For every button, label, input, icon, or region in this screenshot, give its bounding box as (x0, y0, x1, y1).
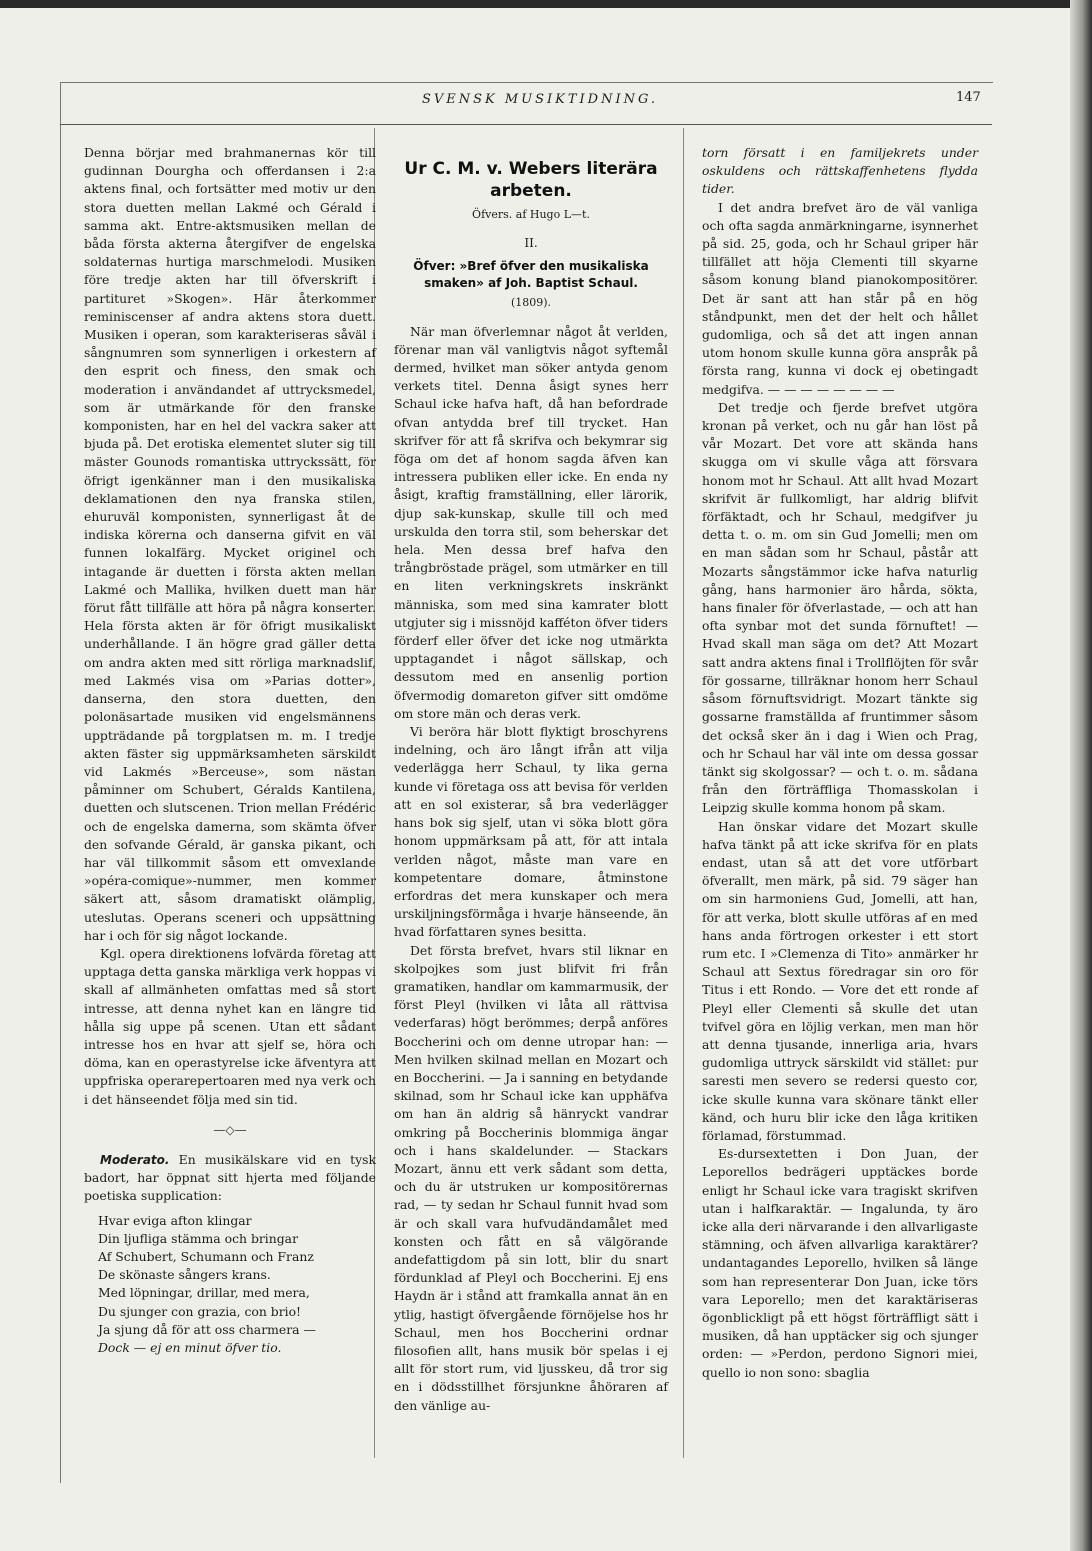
column-left (84, 144, 376, 1357)
column-right (702, 144, 978, 1382)
poem-line: Hvar eviga afton klingar (98, 1212, 252, 1228)
lakme-review-paragraph-1: Denna börjar med brahmanernas kör till gudinnan Dourgha och offerdansen i 2:a aktens final, och fortsätter med motiv ur den stora duetten mellan Lakmé och Gérald i samma akt. Entre-aktsmusiken mellan de båda första akterna återgifver de engelska soldaternas hurtiga marschmelodi. Musiken före tredje akten har till öfverskrift i partituret »Skogen». Här återkommer reminiscenser af andra aktens stora duett. Musiken i operan, som karakteriseras såväl i sångnumren som synnerligen i orkestern af den esprit och finess, den smak och moderation i användandet af uttrycksmedel, som är utmärkande för den franske komponisten, har en hel del vackra saker att bjuda på. Det erotiska elementet sluter sig till mäster Gounods romantiska uttryckssätt, för öfrigt igenkänner man i den musikaliska deklamationen den nya franska stilen, ehuruväl komponisten, synnerligast åt de indiska körerna och danserna gifvit en väl funnen lokalfärg. Mycket originel och intagande är duetten i första akten mellan Lakmé och Mallika, hvilken duett man här förut fått tillfälle att höra på några konserter. Hela första akten är för öfrigt musikaliskt underhållande. I än högre grad gäller detta om andra akten med sitt rörliga marknadslif, med Lakmés visa om »Parias dotter», danserna, den stora duetten, den polonäsartade musiken vid engelsmännens uppträdande på torgplatsen m. m. I tredje akten fäster sig uppmärksamheten särskildt vid Lakmés »Berceuse», som nästan påminner om Schubert, Géralds Kantilena, duetten och slutscenen. Trion mellan Frédéric och de engelska damerna, som skämta öfver den sofvande Gérald, är ganska pikant, och har väl tillkommit såsom ett omvexlande »opéra-comique»-nummer, men kommer säkert att, såsom dramatiskt olämplig, uteslutas. Operans sceneri och uppsättning har i och för sig något lockande. (84, 145, 376, 943)
weber-paragraph-3: Det första brefvet, hvars stil liknar en skolpojkes som just blifvit fri från gramatiken, handlar om kammarmusik, der först Pleyl (hvilken vi låta all rättvisa vederfaras) högt berömmes; derpå anföres Boccherini och om denne utropar han: — Men hvilken skilnad mellan en Mozart och en Boccherini. — Ja i sanning en betydande skilnad, som hr Schaul icke kan upphäfva om han än aldrig så hänryckt vandrar omkring på Boccherinis blommiga ängar och i hans skaldelunder. — Stackars Mozart, ännu ett verk sådant som detta, och du är utstruken ur kompositörernas rad, — ty sedan hr Schaul funnit hvad som är och skall vara hufvudändamålet med konsten och fått en så välgörande andefattigdom på sin lott, blir du snart fördunklad af Pleyl och Boccherini. Ej ens Haydn är i stånd att framkalla annat än en ytlig, hastigt öfvergående förnöjelse hos hr Schaul, men hos Boccherini ordnar filosofien allt, hans musik bör spelas i ej allt för stort rum, vid ljusskeu, då tror sig en i dödsstillhet försjunkne åhöraren af den vänlige au- (394, 942, 668, 1413)
weber-paragraph-6: Han önskar vidare det Mozart skulle hafva tänkt på att icke skrifva för en plats endast, utan så att det vore utförbart öfverallt, men märk, på sid. 79 säger han om sin harmoniens Gud, Jomelli, att han, för att verka, blott skulle utföras af en med hans anda förtrogen orkester i ett stort rum etc. I »Clemenza di Tito» anmärker hr Schaul att Sextus föredragar sin oro för Titus i ett Rondo. — Vore det ett ronde af Pleyl eller Clementi så skulle det utan tvifvel göra en löjlig verkan, men man hör att denna tjusande, innerliga aria, hvars gudomliga uttryck särskildt vid stället: pur saresti men severo se redersi questo cor, icke skulle kunna vara skönare tänkt eller känd, och huru blir icke den låga kritiken förlamad, förstummad. (702, 818, 978, 1143)
poem-line: Din ljufliga stämma och bringar (98, 1230, 298, 1246)
section-ornament: —◇— (213, 1122, 247, 1137)
weber-paragraph-5: Det tredje och fjerde brefvet utgöra kronan på verket, och nu går han löst på vår Mozart. Det vore att skända hans skugga om vi skulle våga att försvara honom mot hr Schaul. Att allt hvad Mozart skrifvit är fullkomligt, har aldrig blifvit förfäktadt, och hr Schaul, medgifver ju detta t. o. m. om sin Gud Jomelli; men om en man sådan som hr Schaul, påstår att Mozarts sångstämmor icke hafva naturlig gång, hans harmonier äro hårda, sökta, hans finaler för öfverlastade, — och att han ofta synbar mot det sunda förnuftet! — Hvad skall man säga om det? Att Mozart satt andra aktens final i Trollflöjten för svår för gossarne, tillräknar honom herr Schaul såsom förnuftsvidrigt. Mozart tänkte sig gossarne framställda af fruntimmer såsom det också sker än i dag i Wien och Prag, och hr Schaul har väl inte om dessa gossar tänkt sig skolgossar? — och t. o. m. sådana från den förträffliga Thomasskolan i Leipzig skulle komma honom på skam. (702, 399, 978, 816)
moderato-paragraph (84, 1151, 376, 1206)
poem-line: De skönaste sångers krans. (98, 1267, 271, 1283)
running-head: SVENSK MUSIKTIDNING. (421, 92, 659, 107)
poem (98, 1212, 376, 1358)
publication-year: (1809). (510, 296, 552, 310)
translator-credit: Öfvers. af Hugo L—t. (472, 208, 590, 221)
moderato-text: En musikälskare vid en tysk badort, har öppnat sitt hjerta med följande poetiska supplication: (84, 1151, 376, 1204)
weber-paragraph-2: Vi beröra här blott flyktigt broschyrens indelning, och äro långt ifrån att vilja vederlägga herr Schaul, ty lika gerna kunde vi företaga oss att bevisa för verlden att en sol existerar, så bra vederlägger hans bok sig sjelf, utan vi söka blott göra honom uppmärksam på att, för att intala verlden något, måste man vare en kompetentare domare, åtminstone erfordras det mera kunskaper och mera urskiljningsförmåga i hvarje hänseende, än hvad författaren synes besitta. (394, 724, 668, 940)
lakme-review-paragraph-2: Kgl. opera direktionens lofvärda företag att upptaga detta ganska märkliga verk hoppas vi skall af allmänheten omfattas med så stort intresse, att denna nyhet kan en längre tid hålla sig uppe på scenen. Utan ett sådant intresse hos en hvar att sjelf se, höra och döma, kan en operastyrelse icke äfventyra att uppfriska operarepertoaren med nya verk och i det hänseendet följa med sin tid. (84, 945, 376, 1107)
column-middle (394, 144, 668, 1415)
poem-line: Dock — ej en minut öfver tio. (98, 1340, 282, 1355)
scan-right-edge (1070, 0, 1092, 1551)
scan-top-border (0, 0, 1092, 8)
poem-line: Af Schubert, Schumann och Franz (98, 1248, 314, 1264)
page-number: 147 (956, 90, 981, 105)
weber-continuation: torn försatt i en familjekrets under oskuldens och rättskaffenhetens flydda tider. (702, 145, 978, 197)
poem-line: Med löpningar, drillar, med mera, (98, 1285, 310, 1301)
poem-line: Ja sjung då för att oss charmera — (98, 1321, 316, 1337)
header-rule (60, 124, 992, 125)
article-title: Ur C. M. v. Webers literära arbeten. (404, 159, 658, 201)
weber-paragraph-1: När man öfverlemnar något åt verlden, förenar man väl vanligtvis något syftemål dermed, hvilket man söker antyda genom verkets titel. Denna åsigt synes herr Schaul icke hafva haft, då han befordrade ofvan antydda bref till trycket. Han skrifver för att få skrifva och bekymrar sig föga om det af honom sagda äfven kan intressera publiken eller icke. En enda ny åsigt, kraftig framställning, eller lärorik, djup sak-kunskap, skulle till och med urskulda den torra stil, som beherskar det hela. Men dessa bref hafva den trångbröstade prägel, som utmärker en till en liten verkningskrets inskränkt människa, som med sina kamrater blott utgjuter sig i missnöjd kafféton öfver tiders förderf eller öfver det icke nog utmärkta upptagandet i något sällskap, och dessutom med en ansenlig portion öfvermodig domareton gifver sitt omdöme om store män och deras verk. (394, 323, 668, 721)
moderato-heading: Moderato. (100, 1152, 170, 1167)
weber-paragraph-7: Es-dursextetten i Don Juan, der Leporellos bedrägeri upptäckes borde enligt hr Schaul icke vara tragiskt skrifven utan i halfkaraktär. — Ingalunda, ty äro icke alla deri närvarande i den allvarligaste stämning, och äfven allvarliga karaktärer? undantagandes Leporello, hvilken så länge som han representerar Don Juan, icke törs vara Leporello; men det karaktäriseras ögonblickligt på ett högst förträffligt sätt i musiken, då han upptäcker sig och sjunger orden: — »Perdon, perdono Signori miei, quello io non sono: sbaglia (702, 1146, 978, 1380)
weber-paragraph-4: I det andra brefvet äro de väl vanliga och ofta sagda anmärkningarne, isynnerhet på sid. 25, goda, och hr Schaul griper här tillfället att höja Clementi till skyarne såsom konung bland pianokompositörer. Det är sant att han står på en hög ståndpunkt, men det der helt och hållet gudomliga, och så det att ingen annan utom honom skulle kunna göra anspråk på första rang, kunna vi dock ej obetingadt medgifva. — — — — — — — — (702, 199, 978, 397)
column-rule-right (683, 128, 684, 1458)
poem-line: Du sjunger con grazia, con brio! (98, 1303, 302, 1319)
part-number: II. (524, 236, 538, 251)
article-subtitle: Öfver: »Bref öfver den musikaliska smaken» af Joh. Baptist Schaul. (413, 259, 649, 291)
